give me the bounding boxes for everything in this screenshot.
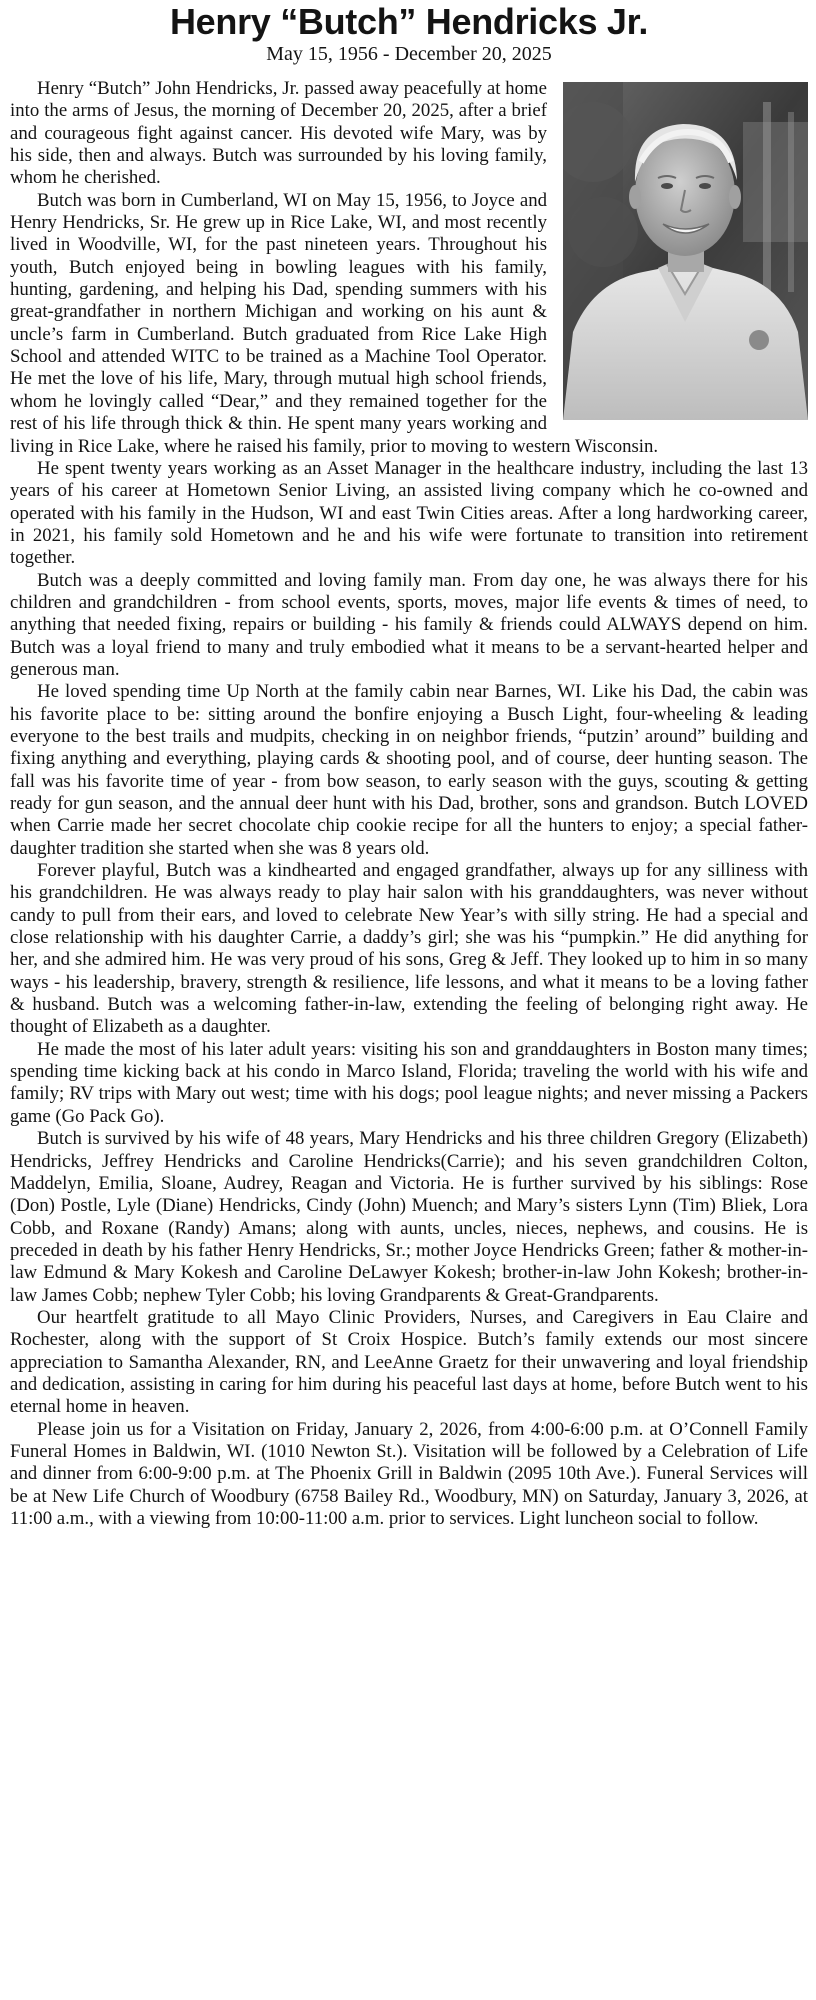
obituary-name: Henry “Butch” Hendricks Jr. [169, 1, 649, 42]
obituary-body [10, 78, 808, 1530]
paragraph-passing: Henry “Butch” John Hendricks, Jr. passed away peacefully at home into the arms of Jesus, the morning of December 20, 2025, after a brief and courageous fight against cancer. His devoted wife Mary, was by his side, then and always. Butch was surrounded by his loving family, whom he cherished. [10, 78, 547, 189]
paragraph-survivors: Butch is survived by his wife of 48 years, Mary Hendricks and his three children Gregory (Elizabeth) Hendricks, Jeffrey Hendricks and Caroline Hendricks(Carrie); and his seven grandchildren Colton, Maddelyn, Emilia, Sloane, Audrey, Reagan and Victoria. He is further survived by his siblings: Rose (Don) Postle, Lyle (Diane) Hendricks, Cindy (John) Muench; and Mary’s sisters Lynn (Tim) Bliek, Lora Cobb, and Roxane (Randy) Amans; along with aunts, uncles, nieces, nephews, and cousins. He is preceded in death by his father Henry Hendricks, Sr.; mother Joyce Hendricks Green; father & mother-in-law Edmund & Mary Kokesh and Caroline DeLawyer Kokesh; brother-in-law John Kokesh; brother-in-law James Cobb; nephew Tyler Cobb; his loving Grandparents & Great-Grandparents. [10, 1128, 808, 1306]
paragraph-cabin: He loved spending time Up North at the family cabin near Barnes, WI. Like his Dad, the cabin was his favorite place to be: sitting around the bonfire enjoying a Busch Light, four-wheeling & leading everyone to the best trails and mudpits, checking in on neighbor friends, “putzin’ around” building and fixing anything and everything, playing cards & shooting pool, and of course, deer hunting season. The fall was his favorite time of year - from bow season, to early season with the guys, scouting & getting ready for gun season, and the annual deer hunt with his Dad, brother, sons and grandson. Butch LOVED when Carrie made her secret chocolate chip cookie recipe for all the hunters to enjoy; a special father-daughter tradition she started when she was 8 years old. [10, 681, 808, 859]
paragraph-services: Please join us for a Visitation on Friday, January 2, 2026, from 4:00-6:00 p.m. at O’Connell Family Funeral Homes in Baldwin, WI. (1010 Newton St.). Visitation will be followed by a Celebration of Life and dinner from 6:00-9:00 p.m. at The Phoenix Grill in Baldwin (2095 10th Ave.). Funeral Services will be at New Life Church of Woodbury (6758 Bailey Rd., Woodbury, MN) on Saturday, January 3, 2026, at 11:00 a.m., with a viewing from 10:00-11:00 a.m. prior to services. Light luncheon social to follow. [10, 1418, 808, 1529]
paragraph-gratitude: Our heartfelt gratitude to all Mayo Clinic Providers, Nurses, and Caregivers in Eau Claire and Rochester, along with the support of St Croix Hospice. Butch’s family extends our most sincere appreciation to Samantha Alexander, RN, and LeeAnne Graetz for their unwavering and loyal friendship and dedication, assisting in caring for him during his peaceful last days at home, before Butch went to his eternal home in heaven. [10, 1306, 808, 1418]
paragraph-later-years: He made the most of his later adult years: visiting his son and granddaughters in Boston many times; spending time kicking back at his condo in Marco Island, Florida; traveling the world with his wife and family; RV trips with Mary out west; time with his dogs; pool league nights; and never missing a Packers game (Go Pack Go). [10, 1038, 808, 1127]
paragraph-early-life: Butch was born in Cumberland, WI on May 15, 1956, to Joyce and Henry Hendricks, Sr. He grew up in Rice Lake, WI, and most recently lived in Woodville, WI, for the past nineteen years. Throughout his youth, Butch enjoyed being in bowling leagues with his family, hunting, gardening, and helping his Dad, spending summers with his great-grandfather in northern Michigan and working on his aunt & uncle’s farm in Cumberland. Butch graduated from Rice Lake High School and attended WITC to be trained as a Machine Tool Operator. He met the love of his life, Mary, through mutual high school friends, whom he lovingly called “Dear,” and they remained together for the rest of his life through thick & thin. He spent many years working and living in Rice Lake, where he raised his family, prior to moving to western Wisconsin. [10, 189, 659, 457]
life-dates: May 15, 1956 - December 20, 2025 [266, 43, 552, 65]
paragraph-grandfather: Forever playful, Butch was a kindhearted and engaged grandfather, always up for any silliness with his grandchildren. He was always ready to play hair salon with his granddaughters, was never without candy to pull from their ears, and loved to celebrate New Year’s with silly string. He had a special and close relationship with his daughter Carrie, a daddy’s girl; she was his “pumpkin.” He did anything for her, and she admired him. He was very proud of his sons, Greg & Jeff. They looked up to him in so many ways - his leadership, bravery, strength & resilience, life lessons, and what it means to be a loving father & husband. Butch was a welcoming father-in-law, extending the feeling of belonging right away. He thought of Elizabeth as a daughter. [10, 860, 808, 1038]
portrait-photo [563, 82, 808, 420]
paragraph-career: He spent twenty years working as an Asset Manager in the healthcare industry, including the last 13 years of his career at Hometown Senior Living, an assisted living company which he co-owned and operated with his family in the Hudson, WI and east Twin Cities areas. After a long hardworking career, in 2021, his family sold Hometown and he and his wife were fortunate to transition into retirement together. [10, 457, 808, 569]
paragraph-family-man: Butch was a deeply committed and loving family man. From day one, he was always there for his children and grandchildren - from school events, sports, moves, major life events & times of need, to anything that needed fixing, repairs or building - his family & friends could ALWAYS depend on him. Butch was a loyal friend to many and truly embodied what it means to be a servant-hearted helper and generous man. [10, 569, 808, 680]
